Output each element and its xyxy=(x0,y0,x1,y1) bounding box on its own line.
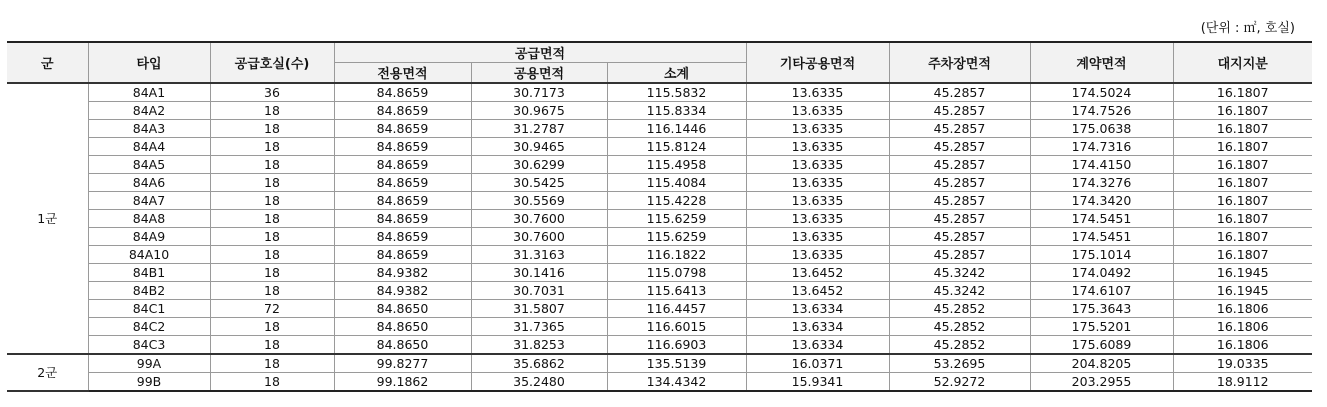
type-cell: 99B xyxy=(88,373,210,392)
other-common-area-cell: 13.6334 xyxy=(746,300,889,318)
land-share-cell: 16.1807 xyxy=(1173,102,1312,120)
header-contract: 계약면적 xyxy=(1030,42,1173,83)
subtotal-area-cell: 115.6259 xyxy=(607,228,746,246)
land-share-cell: 16.1807 xyxy=(1173,120,1312,138)
common-area-cell: 30.7600 xyxy=(471,210,607,228)
land-share-cell: 18.9112 xyxy=(1173,373,1312,392)
header-other-common: 기타공용면적 xyxy=(746,42,889,83)
exclusive-area-cell: 99.1862 xyxy=(334,373,471,392)
table-row xyxy=(7,138,1312,156)
common-area-cell: 31.2787 xyxy=(471,120,607,138)
contract-area-cell: 175.0638 xyxy=(1030,120,1173,138)
subtotal-area-cell: 135.5139 xyxy=(607,354,746,373)
table-row xyxy=(7,228,1312,246)
subtotal-area-cell: 115.0798 xyxy=(607,264,746,282)
subtotal-area-cell: 115.4084 xyxy=(607,174,746,192)
unit-note: (단위 : ㎡, 호실) xyxy=(1200,21,1295,36)
header-supply-area: 공급면적 xyxy=(334,42,746,63)
parking-area-cell: 52.9272 xyxy=(889,373,1030,392)
units-cell: 18 xyxy=(210,336,334,355)
contract-area-cell: 175.3643 xyxy=(1030,300,1173,318)
table-row xyxy=(7,102,1312,120)
type-cell: 84A6 xyxy=(88,174,210,192)
units-cell: 18 xyxy=(210,318,334,336)
type-cell: 84A2 xyxy=(88,102,210,120)
units-cell: 18 xyxy=(210,210,334,228)
contract-area-cell: 174.3276 xyxy=(1030,174,1173,192)
common-area-cell: 30.7600 xyxy=(471,228,607,246)
other-common-area-cell: 13.6452 xyxy=(746,264,889,282)
exclusive-area-cell: 84.8659 xyxy=(334,246,471,264)
parking-area-cell: 45.3242 xyxy=(889,282,1030,300)
type-cell: 84A4 xyxy=(88,138,210,156)
parking-area-cell: 45.2857 xyxy=(889,246,1030,264)
land-share-cell: 16.1807 xyxy=(1173,138,1312,156)
table-row xyxy=(7,264,1312,282)
table-row xyxy=(7,192,1312,210)
table-row xyxy=(7,156,1312,174)
exclusive-area-cell: 84.8659 xyxy=(334,210,471,228)
common-area-cell: 30.1416 xyxy=(471,264,607,282)
exclusive-area-cell: 84.8659 xyxy=(334,192,471,210)
table-row xyxy=(7,354,1312,373)
header-land-share: 대지지분 xyxy=(1173,42,1312,83)
common-area-cell: 35.6862 xyxy=(471,354,607,373)
other-common-area-cell: 13.6335 xyxy=(746,246,889,264)
contract-area-cell: 174.5451 xyxy=(1030,228,1173,246)
other-common-area-cell: 15.9341 xyxy=(746,373,889,392)
common-area-cell: 30.7173 xyxy=(471,83,607,102)
type-cell: 84B2 xyxy=(88,282,210,300)
parking-area-cell: 45.2857 xyxy=(889,174,1030,192)
other-common-area-cell: 16.0371 xyxy=(746,354,889,373)
type-cell: 84A10 xyxy=(88,246,210,264)
table-row xyxy=(7,120,1312,138)
supply-area-table xyxy=(7,41,1312,392)
header-group: 군 xyxy=(7,42,88,83)
type-cell: 84A9 xyxy=(88,228,210,246)
contract-area-cell: 174.7526 xyxy=(1030,102,1173,120)
common-area-cell: 35.2480 xyxy=(471,373,607,392)
contract-area-cell: 174.0492 xyxy=(1030,264,1173,282)
subtotal-area-cell: 115.8124 xyxy=(607,138,746,156)
contract-area-cell: 175.1014 xyxy=(1030,246,1173,264)
land-share-cell: 16.1807 xyxy=(1173,174,1312,192)
subtotal-area-cell: 116.6015 xyxy=(607,318,746,336)
table-row xyxy=(7,174,1312,192)
exclusive-area-cell: 84.8650 xyxy=(334,300,471,318)
land-share-cell: 19.0335 xyxy=(1173,354,1312,373)
units-cell: 18 xyxy=(210,138,334,156)
header-exclusive: 전용면적 xyxy=(334,63,471,84)
table-row xyxy=(7,318,1312,336)
common-area-cell: 31.3163 xyxy=(471,246,607,264)
other-common-area-cell: 13.6335 xyxy=(746,138,889,156)
parking-area-cell: 45.2857 xyxy=(889,83,1030,102)
parking-area-cell: 45.2857 xyxy=(889,228,1030,246)
land-share-cell: 16.1806 xyxy=(1173,300,1312,318)
table-row xyxy=(7,210,1312,228)
group-cell: 1군 xyxy=(7,83,88,354)
parking-area-cell: 45.2857 xyxy=(889,138,1030,156)
exclusive-area-cell: 84.9382 xyxy=(334,282,471,300)
contract-area-cell: 174.7316 xyxy=(1030,138,1173,156)
header-parking: 주차장면적 xyxy=(889,42,1030,83)
parking-area-cell: 45.2857 xyxy=(889,210,1030,228)
other-common-area-cell: 13.6334 xyxy=(746,318,889,336)
type-cell: 84A8 xyxy=(88,210,210,228)
common-area-cell: 31.8253 xyxy=(471,336,607,355)
contract-area-cell: 204.8205 xyxy=(1030,354,1173,373)
exclusive-area-cell: 84.8659 xyxy=(334,156,471,174)
type-cell: 84A7 xyxy=(88,192,210,210)
subtotal-area-cell: 115.8334 xyxy=(607,102,746,120)
units-cell: 18 xyxy=(210,282,334,300)
table-row xyxy=(7,282,1312,300)
parking-area-cell: 53.2695 xyxy=(889,354,1030,373)
type-cell: 84C3 xyxy=(88,336,210,355)
table-row xyxy=(7,336,1312,355)
subtotal-area-cell: 116.1822 xyxy=(607,246,746,264)
parking-area-cell: 45.2857 xyxy=(889,156,1030,174)
exclusive-area-cell: 84.8650 xyxy=(334,318,471,336)
other-common-area-cell: 13.6335 xyxy=(746,156,889,174)
header-subtotal: 소계 xyxy=(607,63,746,84)
units-cell: 18 xyxy=(210,156,334,174)
header-type: 타입 xyxy=(88,42,210,83)
subtotal-area-cell: 115.6259 xyxy=(607,210,746,228)
units-cell: 18 xyxy=(210,120,334,138)
other-common-area-cell: 13.6335 xyxy=(746,192,889,210)
table-row xyxy=(7,373,1312,392)
common-area-cell: 31.5807 xyxy=(471,300,607,318)
units-cell: 18 xyxy=(210,354,334,373)
parking-area-cell: 45.2857 xyxy=(889,192,1030,210)
contract-area-cell: 174.5451 xyxy=(1030,210,1173,228)
common-area-cell: 30.9465 xyxy=(471,138,607,156)
subtotal-area-cell: 116.6903 xyxy=(607,336,746,355)
parking-area-cell: 45.2852 xyxy=(889,300,1030,318)
exclusive-area-cell: 84.8659 xyxy=(334,120,471,138)
units-cell: 18 xyxy=(210,264,334,282)
subtotal-area-cell: 116.4457 xyxy=(607,300,746,318)
contract-area-cell: 175.5201 xyxy=(1030,318,1173,336)
other-common-area-cell: 13.6335 xyxy=(746,228,889,246)
header-units: 공급호실(수) xyxy=(210,42,334,83)
exclusive-area-cell: 84.8659 xyxy=(334,83,471,102)
subtotal-area-cell: 115.6413 xyxy=(607,282,746,300)
common-area-cell: 30.7031 xyxy=(471,282,607,300)
land-share-cell: 16.1807 xyxy=(1173,83,1312,102)
other-common-area-cell: 13.6452 xyxy=(746,282,889,300)
units-cell: 18 xyxy=(210,228,334,246)
units-cell: 18 xyxy=(210,192,334,210)
other-common-area-cell: 13.6334 xyxy=(746,336,889,355)
units-cell: 18 xyxy=(210,102,334,120)
land-share-cell: 16.1945 xyxy=(1173,264,1312,282)
land-share-cell: 16.1807 xyxy=(1173,228,1312,246)
common-area-cell: 30.5569 xyxy=(471,192,607,210)
exclusive-area-cell: 84.8659 xyxy=(334,174,471,192)
type-cell: 84B1 xyxy=(88,264,210,282)
other-common-area-cell: 13.6335 xyxy=(746,120,889,138)
exclusive-area-cell: 84.8659 xyxy=(334,228,471,246)
contract-area-cell: 174.3420 xyxy=(1030,192,1173,210)
type-cell: 84C1 xyxy=(88,300,210,318)
other-common-area-cell: 13.6335 xyxy=(746,102,889,120)
common-area-cell: 31.7365 xyxy=(471,318,607,336)
units-cell: 72 xyxy=(210,300,334,318)
contract-area-cell: 174.6107 xyxy=(1030,282,1173,300)
contract-area-cell: 203.2955 xyxy=(1030,373,1173,392)
parking-area-cell: 45.2857 xyxy=(889,120,1030,138)
table-row xyxy=(7,300,1312,318)
land-share-cell: 16.1807 xyxy=(1173,192,1312,210)
subtotal-area-cell: 134.4342 xyxy=(607,373,746,392)
other-common-area-cell: 13.6335 xyxy=(746,174,889,192)
table-row xyxy=(7,83,1312,102)
common-area-cell: 30.9675 xyxy=(471,102,607,120)
land-share-cell: 16.1806 xyxy=(1173,318,1312,336)
group-cell: 2군 xyxy=(7,354,88,391)
parking-area-cell: 45.2857 xyxy=(889,102,1030,120)
parking-area-cell: 45.2852 xyxy=(889,318,1030,336)
exclusive-area-cell: 84.8659 xyxy=(334,102,471,120)
subtotal-area-cell: 115.4958 xyxy=(607,156,746,174)
type-cell: 99A xyxy=(88,354,210,373)
other-common-area-cell: 13.6335 xyxy=(746,83,889,102)
parking-area-cell: 45.3242 xyxy=(889,264,1030,282)
other-common-area-cell: 13.6335 xyxy=(746,210,889,228)
units-cell: 18 xyxy=(210,373,334,392)
type-cell: 84A5 xyxy=(88,156,210,174)
parking-area-cell: 45.2852 xyxy=(889,336,1030,355)
units-cell: 18 xyxy=(210,246,334,264)
land-share-cell: 16.1807 xyxy=(1173,210,1312,228)
table-body xyxy=(7,83,1312,391)
land-share-cell: 16.1807 xyxy=(1173,156,1312,174)
subtotal-area-cell: 116.1446 xyxy=(607,120,746,138)
contract-area-cell: 174.4150 xyxy=(1030,156,1173,174)
table-header xyxy=(7,42,1312,83)
exclusive-area-cell: 99.8277 xyxy=(334,354,471,373)
land-share-cell: 16.1806 xyxy=(1173,336,1312,355)
land-share-cell: 16.1945 xyxy=(1173,282,1312,300)
units-cell: 18 xyxy=(210,174,334,192)
subtotal-area-cell: 115.4228 xyxy=(607,192,746,210)
table-row xyxy=(7,246,1312,264)
subtotal-area-cell: 115.5832 xyxy=(607,83,746,102)
type-cell: 84C2 xyxy=(88,318,210,336)
type-cell: 84A3 xyxy=(88,120,210,138)
contract-area-cell: 174.5024 xyxy=(1030,83,1173,102)
exclusive-area-cell: 84.8659 xyxy=(334,138,471,156)
contract-area-cell: 175.6089 xyxy=(1030,336,1173,355)
units-cell: 36 xyxy=(210,83,334,102)
type-cell: 84A1 xyxy=(88,83,210,102)
land-share-cell: 16.1807 xyxy=(1173,246,1312,264)
common-area-cell: 30.6299 xyxy=(471,156,607,174)
exclusive-area-cell: 84.9382 xyxy=(334,264,471,282)
common-area-cell: 30.5425 xyxy=(471,174,607,192)
exclusive-area-cell: 84.8650 xyxy=(334,336,471,355)
header-common: 공용면적 xyxy=(471,63,607,84)
